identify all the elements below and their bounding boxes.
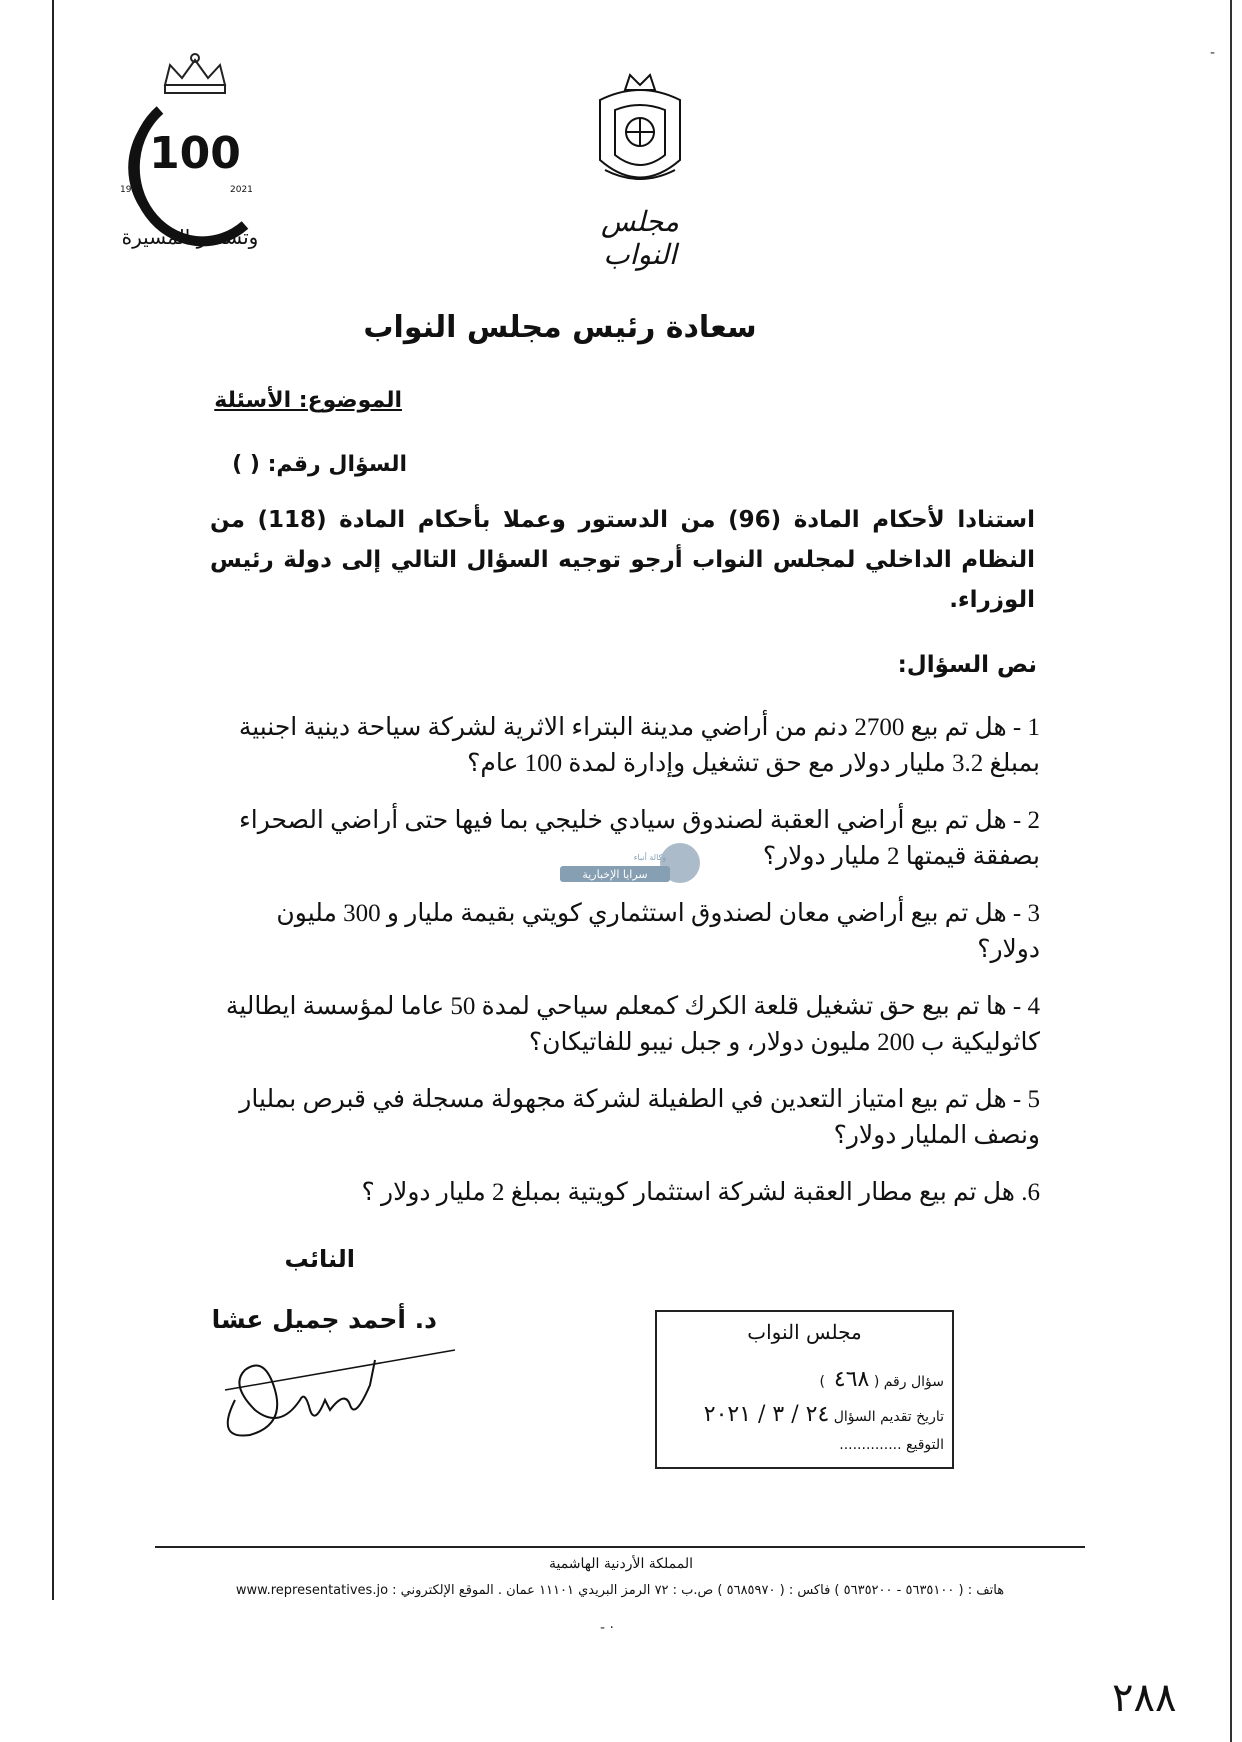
margin-mark: - (1210, 45, 1216, 61)
page-number: ٢٨٨ (1112, 1675, 1177, 1721)
addressee-heading: سعادة رئيس مجلس النواب (363, 310, 757, 345)
stamp-number-label: سؤال رقم ( (873, 1374, 944, 1390)
question-item-5: 5 - هل تم بيع امتياز التعدين في الطفيلة لشركة مجهولة مسجلة في قبرص بمليار ونصف المليار دولار؟ (239, 1086, 1040, 1149)
stamp-signature-label: التوقيع (906, 1437, 944, 1453)
stamp-signature-row: التوقيع .............. (839, 1437, 944, 1453)
question-item-4: 4 - ها تم بيع حق تشغيل قلعة الكرك كمعلم سياحي لمدة 50 عاما لمؤسسة ايطالية كاثوليكية ب 200 مليون دولار، و جبل نيبو للفاتيكان؟ (225, 993, 1040, 1056)
centennial-year-start: 1921 (120, 185, 143, 195)
watermark-text-main: سرايا الإخبارية (582, 868, 648, 881)
subject-line: الموضوع: الأسئلة (214, 388, 402, 413)
footer-country: المملكة الأردنية الهاشمية (548, 1556, 694, 1572)
question-item-1: 1 - هل تم بيع 2700 دنم من أراضي مدينة البتراء الاثرية لشركة سياحة دينية اجنبية بمبلغ 3.2 مليار دولار مع حق تشغيل وإدارة لمدة 100 عام؟ (238, 714, 1040, 777)
question-item-2: 2 - هل تم بيع أراضي العقبة لصندوق سيادي خليجي بما فيها حتى أراضي الصحراء بصفقة قيمتها 2 مليار دولار؟ (239, 807, 1040, 870)
page-edge-right (1230, 0, 1232, 1742)
stamp-date-label: تاريخ تقديم السؤال (833, 1409, 944, 1425)
watermark-text-small: وكالة أنباء (633, 853, 667, 862)
footer-divider (155, 1546, 1085, 1548)
centennial-caption: وتستمر المسيرة (121, 225, 259, 249)
stamp-number-value: ٤٦٨ (833, 1367, 870, 1392)
stamp-date-value: ٢٤ / ٣ / ٢٠٢١ (703, 1402, 830, 1427)
question-number-line: السؤال رقم: ( ) (232, 452, 407, 477)
watermark-logo (555, 838, 715, 888)
stamp-date-row (704, 1402, 944, 1427)
footer-contact: هاتف : ( ٥٦٣٥١٠٠ - ٥٦٣٥٢٠٠ ) فاكس : ( ٥٦٨٥٩٧٠ ) ص.ب : ٧٢ الرمز البريدي ١١١٠١ عمان . الموقع الإلكتروني : www.representatives.jo (235, 1583, 1005, 1598)
centennial-year-end: 2021 (230, 185, 253, 195)
stamp-title: مجلس النواب (747, 1320, 862, 1344)
centennial-number: 100 (149, 128, 241, 179)
signatory-title: النائب (284, 1245, 355, 1273)
questions-heading: نص السؤال: (897, 652, 1037, 678)
reception-stamp (655, 1310, 954, 1469)
signatory-name: د. أحمد جميل عشا (211, 1305, 437, 1334)
question-item-6: 6. هل تم بيع مطار العقبة لشركة استثمار كويتية بمبلغ 2 مليار دولار ؟ (361, 1179, 1040, 1206)
stamp-number-row: سؤال رقم ( ٤٦٨ ) (819, 1367, 944, 1392)
margin-mark: - · (600, 1620, 614, 1636)
jordan-crest-icon (585, 70, 695, 200)
handwritten-signature (205, 1330, 465, 1450)
questions-list (210, 710, 1040, 1232)
parliament-caption: مجلس النواب (600, 205, 680, 271)
intro-paragraph: استنادا لأحكام المادة (96) من الدستور وعملا بأحكام المادة (118) من النظام الداخلي لمجلس النواب أرجو توجيه السؤال التالي إلى دولة رئيس الوزراء. (210, 507, 1035, 613)
question-item-3: 3 - هل تم بيع أراضي معان لصندوق استثماري كويتي بقيمة مليار و 300 مليون دولار؟ (276, 900, 1040, 963)
crown-icon (165, 54, 225, 93)
page-edge-left (52, 0, 54, 1600)
